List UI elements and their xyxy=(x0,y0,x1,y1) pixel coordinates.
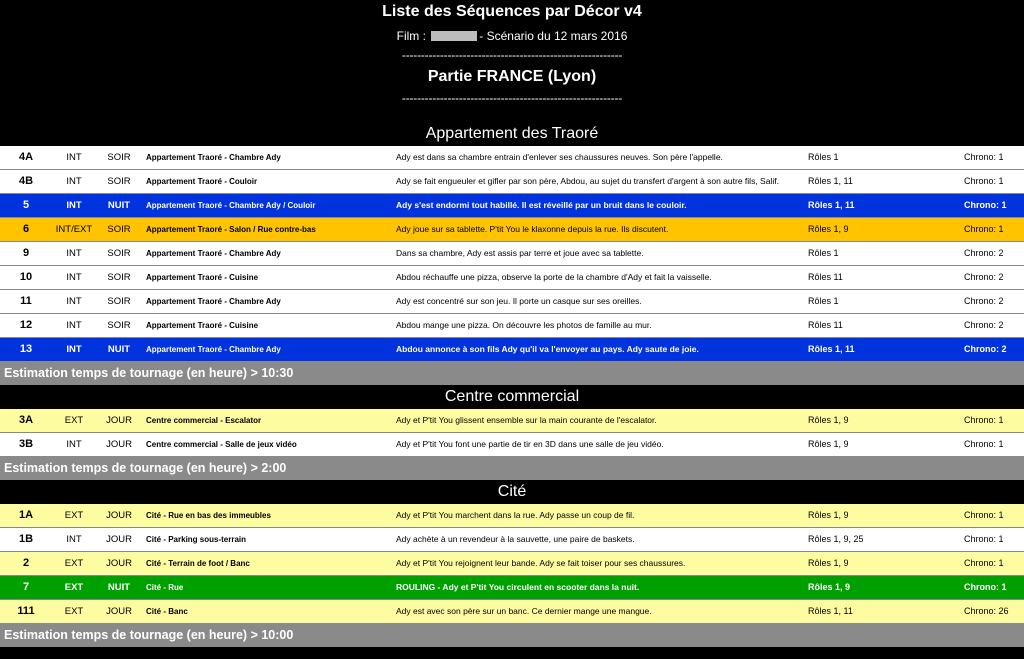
sequence-number: 10 xyxy=(19,271,33,283)
sequence-row xyxy=(0,575,1024,599)
scene-description: Abdou mange une pizza. On découvre les photos de famille au mur. xyxy=(396,320,652,330)
sequence-row xyxy=(0,241,1024,265)
time-of-day: JOUR xyxy=(106,439,132,450)
time-of-day: SOIR xyxy=(107,296,131,307)
roles: Rôles 1, 11 xyxy=(808,344,855,354)
sequence-number: 1B xyxy=(18,533,34,545)
roles: Rôles 1, 9, 25 xyxy=(808,534,864,544)
chrono: Chrono: 1 xyxy=(964,200,1007,210)
int-ext: INT xyxy=(66,272,82,283)
sequence-row xyxy=(0,289,1024,313)
int-ext: INT xyxy=(66,248,82,259)
document-title: Liste des Séquences par Décor v4 xyxy=(382,3,642,20)
scene-description: Ady et P'tit You font une partie de tir en 3D dans une salle de jeu vidéo. xyxy=(396,439,664,449)
time-of-day: JOUR xyxy=(106,558,132,569)
location-title: Appartement des Traoré xyxy=(0,122,1024,146)
sequence-groups xyxy=(0,122,1024,647)
set-name: Appartement Traoré - Chambre Ady xyxy=(146,153,281,162)
chrono: Chrono: 1 xyxy=(964,224,1004,234)
chrono: Chrono: 1 xyxy=(964,439,1004,449)
int-ext: INT/EXT xyxy=(55,224,93,235)
time-of-day: NUIT xyxy=(107,582,131,593)
sequence-number: 13 xyxy=(19,343,33,355)
chrono: Chrono: 1 xyxy=(964,176,1004,186)
scene-description: Ady est concentré sur son jeu. Il porte un casque sur ses oreilles. xyxy=(396,296,642,306)
sequence-row xyxy=(0,527,1024,551)
time-of-day: JOUR xyxy=(106,510,132,521)
sequence-row xyxy=(0,217,1024,241)
separator-top: ---------------------------------------------------------- xyxy=(401,48,623,62)
int-ext: EXT xyxy=(64,558,84,569)
sequence-number: 4A xyxy=(18,151,34,163)
set-name: Appartement Traoré - Couloir xyxy=(146,177,258,186)
sequence-number: 3B xyxy=(18,438,34,450)
scene-description: Abdou réchauffe une pizza, observe la porte de la chambre d'Ady et fait la vaisselle. xyxy=(396,272,712,282)
sequence-number: 5 xyxy=(22,199,30,211)
sequence-number: 12 xyxy=(19,319,33,331)
int-ext: INT xyxy=(66,176,82,187)
set-name: Cité - Rue xyxy=(146,583,184,592)
int-ext: INT xyxy=(66,534,82,545)
scene-description: Ady et P'tit You marchent dans la rue. Ady passe un coup de fil. xyxy=(396,510,635,520)
sequence-row xyxy=(0,504,1024,527)
part-title: Partie FRANCE (Lyon) xyxy=(427,68,597,85)
scene-description: Dans sa chambre, Ady est assis par terre et joue avec sa tablette. xyxy=(396,248,644,258)
roles: Rôles 1 xyxy=(808,152,839,162)
shooting-time-estimate: Estimation temps de tournage (en heure) > 10:00 xyxy=(0,623,1024,647)
document-header xyxy=(0,0,1024,122)
set-name: Cité - Banc xyxy=(146,607,188,616)
chrono: Chrono: 1 xyxy=(964,582,1007,592)
int-ext: EXT xyxy=(64,582,84,593)
sequence-row xyxy=(0,337,1024,361)
roles: Rôles 1 xyxy=(808,248,839,258)
sequence-row xyxy=(0,193,1024,217)
int-ext: EXT xyxy=(64,606,84,617)
sequence-number: 2 xyxy=(22,557,30,569)
sequence-number: 4B xyxy=(18,175,34,187)
int-ext: INT xyxy=(66,152,82,163)
sequence-row xyxy=(0,599,1024,623)
scene-description: Ady est avec son père sur un banc. Ce dernier mange une mangue. xyxy=(396,606,652,616)
set-name: Appartement Traoré - Chambre Ady xyxy=(146,249,281,258)
scene-description: Ady est dans sa chambre entrain d'enlever ses chaussures neuves. Son père l'appelle. xyxy=(396,152,723,162)
location-group xyxy=(0,480,1024,647)
time-of-day: SOIR xyxy=(107,320,131,331)
chrono: Chrono: 1 xyxy=(964,152,1004,162)
scene-description: Ady joue sur sa tablette. P'tit You le klaxonne depuis la rue. Ils discutent. xyxy=(396,224,669,234)
roles: Rôles 11 xyxy=(808,272,843,282)
time-of-day: JOUR xyxy=(106,415,132,426)
int-ext: INT xyxy=(66,296,82,307)
roles: Rôles 1, 11 xyxy=(808,200,855,210)
int-ext: INT xyxy=(66,200,82,211)
location-title: Centre commercial xyxy=(0,385,1024,409)
roles: Rôles 1, 9 xyxy=(808,415,849,425)
location-title: Cité xyxy=(0,480,1024,504)
sequence-row xyxy=(0,409,1024,432)
set-name: Cité - Parking sous-terrain xyxy=(146,535,247,544)
set-name: Appartement Traoré - Cuisine xyxy=(146,273,259,282)
sequence-number: 11 xyxy=(20,295,32,307)
set-name: Appartement Traoré - Chambre Ady xyxy=(146,297,281,306)
scene-description: Abdou annonce à son fils Ady qu'il va l'envoyer au pays. Ady saute de joie. xyxy=(396,344,699,354)
int-ext: INT xyxy=(66,344,82,355)
set-name: Appartement Traoré - Salon / Rue contre-bas xyxy=(146,225,316,234)
sequence-number: 111 xyxy=(17,605,35,617)
sequence-row xyxy=(0,169,1024,193)
time-of-day: SOIR xyxy=(107,272,131,283)
sequence-row xyxy=(0,265,1024,289)
int-ext: EXT xyxy=(64,415,84,426)
time-of-day: NUIT xyxy=(107,200,131,211)
chrono: Chrono: 2 xyxy=(964,248,1004,258)
int-ext: INT xyxy=(66,320,82,331)
chrono: Chrono: 1 xyxy=(964,415,1004,425)
sequence-number: 9 xyxy=(22,247,30,259)
roles: Rôles 1, 9 xyxy=(808,439,849,449)
chrono: Chrono: 1 xyxy=(964,510,1004,520)
separator-bottom: ---------------------------------------------------------- xyxy=(401,91,623,105)
set-name: Centre commercial - Salle de jeux vidéo xyxy=(146,440,297,449)
scene-description: Ady se fait engueuler et gifler par son père, Abdou, au sujet du transfert d'argent à son autre fils, Salif. xyxy=(396,176,779,186)
sequence-row xyxy=(0,432,1024,456)
scene-description: Ady s'est endormi tout habillé. Il est réveillé par un bruit dans le couloir. xyxy=(396,200,687,210)
set-name: Centre commercial - Escalator xyxy=(146,416,262,425)
scenario-date: - Scénario du 12 mars 2016 xyxy=(479,29,628,43)
sequence-row xyxy=(0,313,1024,337)
roles: Rôles 1, 9 xyxy=(808,582,851,592)
set-name: Appartement Traoré - Chambre Ady / Couloir xyxy=(146,201,316,210)
set-name: Cité - Rue en bas des immeubles xyxy=(146,511,271,520)
time-of-day: SOIR xyxy=(107,176,131,187)
scene-description: ROULING - Ady et P'tit You circulent en scooter dans la nuit. xyxy=(396,582,640,592)
chrono: Chrono: 1 xyxy=(964,534,1004,544)
sequence-number: 6 xyxy=(22,223,30,235)
time-of-day: JOUR xyxy=(106,534,132,545)
roles: Rôles 1, 9 xyxy=(808,510,849,520)
time-of-day: SOIR xyxy=(107,224,131,235)
roles: Rôles 1, 9 xyxy=(808,558,849,568)
scene-description: Ady et P'tit You glissent ensemble sur la main courante de l'escalator. xyxy=(396,415,657,425)
shooting-time-estimate: Estimation temps de tournage (en heure) > 10:30 xyxy=(0,361,1024,385)
scene-description: Ady achète à un revendeur à la sauvette, une paire de baskets. xyxy=(396,534,635,544)
shooting-time-estimate: Estimation temps de tournage (en heure) > 2:00 xyxy=(0,456,1024,480)
chrono: Chrono: 2 xyxy=(964,320,1004,330)
time-of-day: SOIR xyxy=(107,248,131,259)
roles: Rôles 1 xyxy=(808,296,839,306)
location-group xyxy=(0,385,1024,480)
time-of-day: NUIT xyxy=(107,344,131,355)
sequence-number: 1A xyxy=(18,509,34,521)
redacted-film-name xyxy=(431,31,477,41)
roles: Rôles 1, 11 xyxy=(808,176,853,186)
chrono: Chrono: 1 xyxy=(964,558,1004,568)
set-name: Appartement Traoré - Cuisine xyxy=(146,321,259,330)
roles: Rôles 1, 11 xyxy=(808,606,853,616)
chrono: Chrono: 2 xyxy=(964,296,1004,306)
scene-description: Ady et P'tit You rejoignent leur bande. Ady se fait toiser pour ses chaussures. xyxy=(396,558,686,568)
chrono: Chrono: 2 xyxy=(964,272,1004,282)
time-of-day: JOUR xyxy=(106,606,132,617)
sequence-number: 7 xyxy=(22,581,30,593)
location-group xyxy=(0,122,1024,385)
chrono: Chrono: 2 xyxy=(964,344,1007,354)
film-label: Film : xyxy=(396,29,426,43)
set-name: Appartement Traoré - Chambre Ady xyxy=(146,345,281,354)
set-name: Cité - Terrain de foot / Banc xyxy=(146,559,250,568)
int-ext: INT xyxy=(66,439,82,450)
roles: Rôles 1, 9 xyxy=(808,224,849,234)
chrono: Chrono: 26 xyxy=(964,606,1009,616)
int-ext: EXT xyxy=(64,510,84,521)
roles: Rôles 11 xyxy=(808,320,843,330)
time-of-day: SOIR xyxy=(107,152,131,163)
film-line xyxy=(0,29,1024,43)
sequence-number: 3A xyxy=(18,414,34,426)
sequence-row xyxy=(0,551,1024,575)
sequence-row xyxy=(0,146,1024,169)
